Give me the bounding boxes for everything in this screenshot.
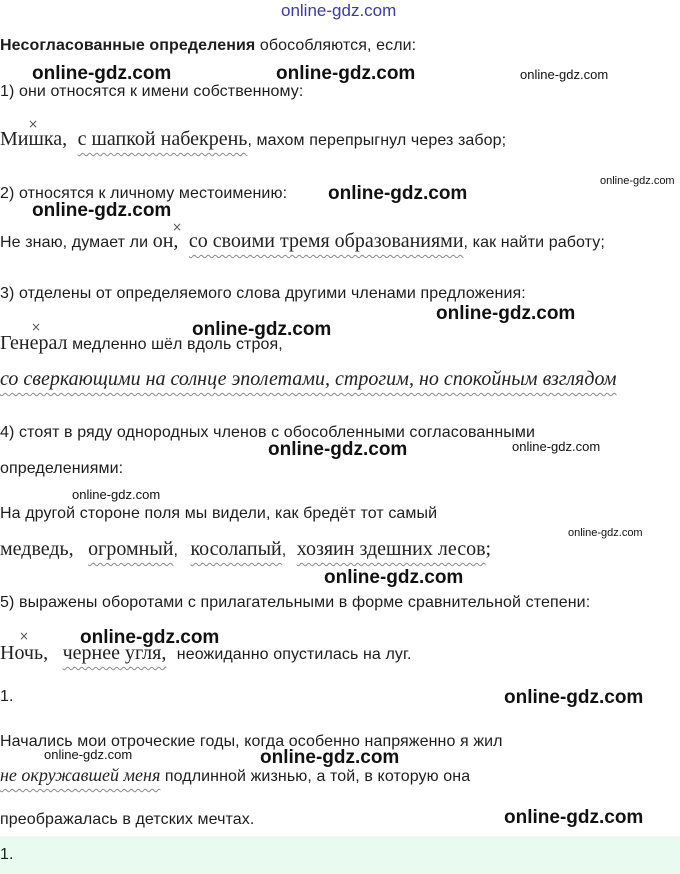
example-2-definition: со своими тремя образованиями <box>188 230 464 252</box>
example-3-subject: Генерал <box>0 332 68 354</box>
watermark: online-gdz.com <box>260 747 400 768</box>
example-2-start: Не знаю, думает ли <box>0 234 153 251</box>
rule-1: 1) они относятся к имени собственному: <box>0 83 304 100</box>
task-1-line-2-rest: подлинной жизнью, а той, в которую она <box>160 768 471 785</box>
task-1-line-3: преображалась в детских мечтах. <box>0 811 255 828</box>
rule-5: 5) выражены оборотами с прилагательными в форме сравнительной степени: <box>0 594 591 611</box>
cross-mark: × <box>31 320 42 334</box>
example-2-rest: , как найти работу; <box>463 234 605 251</box>
watermark: online-gdz.com <box>324 567 464 588</box>
watermark: online-gdz.com <box>504 807 644 828</box>
semicolon: ; <box>485 538 492 560</box>
example-3-rest: медленно шёл вдоль строя, <box>67 336 283 353</box>
watermark: online-gdz.com <box>44 747 133 762</box>
task-1-line-1: Начались мои отроческие годы, когда особенно напряженно я жил <box>0 733 503 750</box>
example-4-line-1: На другой стороне поля мы видели, как бредёт тот самый <box>0 505 438 522</box>
watermark-top: online-gdz.com <box>281 1 397 20</box>
example-5-subject: Ночь, <box>0 642 49 664</box>
watermark: online-gdz.com <box>80 627 220 648</box>
intro-line <box>0 37 416 55</box>
example-1-subject: Мишка, <box>0 128 68 150</box>
watermark: online-gdz.com <box>600 175 675 187</box>
cross-mark: × <box>172 220 183 234</box>
rule-3: 3) отделены от определяемого слова другими членами предложения: <box>0 285 526 302</box>
example-4-def-3: хозяин здешних лесов <box>296 538 486 560</box>
example-4-def-1: огромный <box>88 538 174 560</box>
example-5-rest: неожиданно опустилась на луг. <box>176 646 412 663</box>
comma: , <box>281 542 287 559</box>
watermark: online-gdz.com <box>32 200 172 221</box>
watermark: online-gdz.com <box>520 67 609 82</box>
example-2-pronoun: он, <box>152 230 179 252</box>
task-1-number: 1. <box>0 688 14 705</box>
rule-2: 2) относятся к личному местоимению: <box>0 185 288 202</box>
watermark: online-gdz.com <box>436 303 576 324</box>
task-1-line-2 <box>0 765 470 786</box>
example-5-definition: чернее угля, <box>62 642 167 664</box>
cross-mark: × <box>19 629 30 643</box>
example-4-def-2: косолапый <box>190 538 282 560</box>
example-1-definition: с шапкой набекрень <box>77 128 248 150</box>
example-2 <box>0 230 605 253</box>
watermark: online-gdz.com <box>328 183 468 204</box>
example-1 <box>0 128 506 151</box>
cross-mark: × <box>28 117 39 131</box>
comma: , <box>173 542 179 559</box>
example-1-rest: , махом перепрыгнул через забор; <box>247 132 507 149</box>
example-4-line-2 <box>0 538 491 561</box>
task-1-phrase: не окружавшей меня <box>0 765 161 785</box>
rule-4-line-2: определениями: <box>0 460 124 477</box>
footer-band <box>0 836 680 874</box>
intro-rest: обособляются, если: <box>255 37 417 54</box>
example-3-definition: со сверкающими на солнце эполетами, строгим, но спокойным взглядом <box>0 368 617 390</box>
watermark: online-gdz.com <box>32 63 172 84</box>
example-4-subject: медведь, <box>0 538 74 560</box>
footer-number: 1. <box>0 846 14 863</box>
watermark: online-gdz.com <box>504 687 644 708</box>
watermark: online-gdz.com <box>276 63 416 84</box>
watermark: online-gdz.com <box>268 439 408 460</box>
watermark: online-gdz.com <box>192 319 332 340</box>
rule-4-line-1: 4) стоят в ряду однородных членов с обособленными согласованными <box>0 424 536 441</box>
intro-bold: Несогласованные определения <box>0 37 256 54</box>
watermark: online-gdz.com <box>568 527 643 539</box>
watermark: online-gdz.com <box>72 487 161 502</box>
watermark: online-gdz.com <box>512 439 601 454</box>
